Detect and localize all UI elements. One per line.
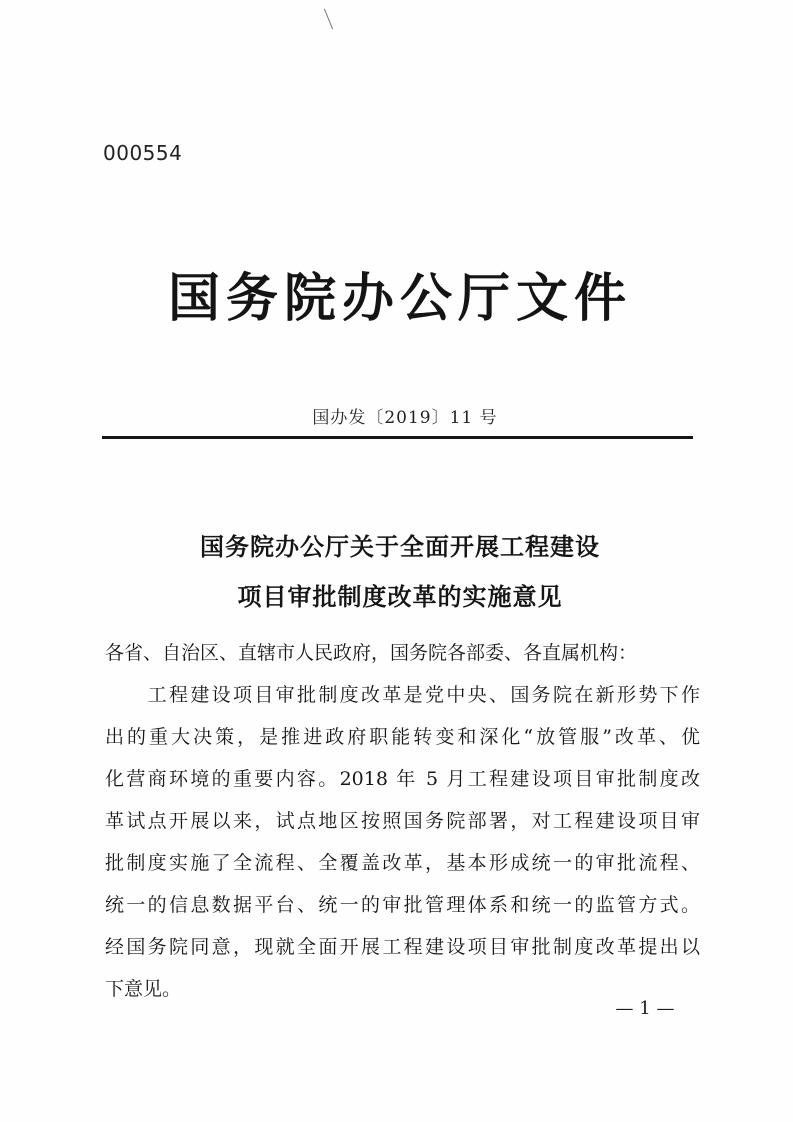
document-number: 国办发〔2019〕11 号 (312, 408, 498, 428)
body-line: 统一的信息数据平台、统一的审批管理体系和统一的监管方式。 (105, 894, 700, 916)
body-line: 工程建设项目审批制度改革是党中央、国务院在新形势下作 (105, 684, 700, 706)
scan-mark (324, 9, 333, 30)
body-line: 化营商环境的重要内容。2018 年 5 月工程建设项目审批制度改 (105, 768, 700, 790)
title-line: 国务院办公厅关于全面开展工程建设 (200, 533, 600, 561)
document-body (105, 632, 700, 1010)
title-line: 项目审批制度改革的实施意见 (237, 583, 563, 611)
body-line: 经国务院同意，现就全面开展工程建设项目审批制度改革提出以 (105, 936, 700, 958)
issuer-heading: 国务院办公厅文件 (167, 269, 632, 329)
body-line: 批制度实施了全流程、全覆盖改革，基本形成统一的审批流程、 (105, 852, 700, 874)
document-serial-number: 000554 (103, 141, 183, 165)
header-divider (102, 436, 693, 439)
body-line: 革试点开展以来，试点地区按照国务院部署，对工程建设项目审 (105, 810, 700, 832)
body-line: 下意见。 (105, 978, 182, 1000)
body-line: 出的重大决策，是推进政府职能转变和深化“放管服”改革、优 (105, 726, 700, 748)
document-title (140, 522, 660, 622)
page-number: — 1 — (615, 998, 675, 1019)
recipients-line: 各省、自治区、直辖市人民政府，国务院各部委、各直属机构： (105, 642, 638, 664)
